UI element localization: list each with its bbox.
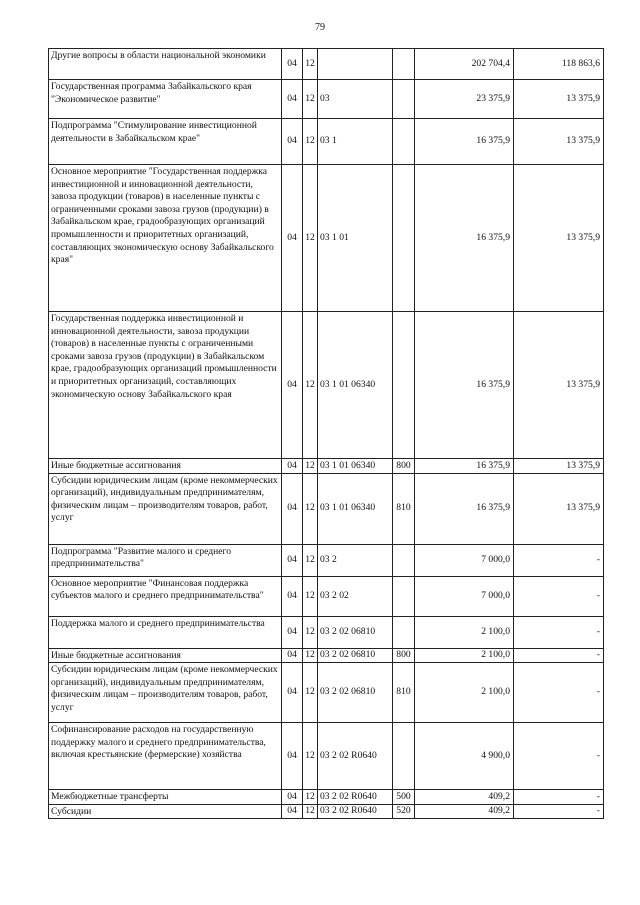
row-section: 04 [282,663,303,723]
row-expense-type [393,165,415,312]
row-subsection: 12 [303,544,318,576]
table-row [49,663,604,723]
row-name: Субсидии юридическим лицам (кроме некоммерческих организаций), индивидуальным предпринимателям, физическим лицам – производителям товаров, работ, услуг [49,663,282,723]
row-subsection: 12 [303,616,318,648]
row-amount-2: - [514,576,604,616]
table-row [49,165,604,312]
row-expense-type [393,119,415,165]
row-name: Иные бюджетные ассигнования [49,459,282,474]
row-expense-type [393,49,415,80]
row-amount-2: - [514,790,604,805]
row-amount-2: - [514,544,604,576]
row-amount-2: 13 375,9 [514,473,604,544]
row-amount-2: 13 375,9 [514,80,604,119]
row-subsection: 12 [303,473,318,544]
row-amount-2: - [514,648,604,663]
table-row [49,790,604,805]
row-subsection: 12 [303,663,318,723]
row-subsection: 12 [303,790,318,805]
row-name: Основное мероприятие "Финансовая поддержка субъектов малого и среднего предпринимательства" [49,576,282,616]
row-amount-1: 16 375,9 [415,459,514,474]
row-amount-1: 2 100,0 [415,663,514,723]
row-amount-1: 16 375,9 [415,165,514,312]
row-name: Основное мероприятие "Государственная поддержка инвестиционной и инновационной деятельности, завоза продукции (товаров) в населенные пункты с ограниченными сроками завоза грузов (продукции) в Забайкальском крае, градообразующих организаций промышленности и приоритетных организаций, составляющих экономическую основу Забайкальского края" [49,165,282,312]
row-amount-2: - [514,616,604,648]
row-amount-1: 16 375,9 [415,119,514,165]
row-expense-type: 520 [393,804,415,819]
row-amount-2: - [514,723,604,790]
row-amount-1: 7 000,0 [415,576,514,616]
row-expense-type [393,723,415,790]
row-subsection: 12 [303,459,318,474]
row-expense-type [393,576,415,616]
table-row [49,804,604,819]
row-amount-2: 13 375,9 [514,312,604,459]
row-subsection: 12 [303,165,318,312]
row-section: 04 [282,790,303,805]
table-row [49,723,604,790]
row-expense-type [393,80,415,119]
row-section: 04 [282,804,303,819]
row-subsection: 12 [303,723,318,790]
row-name: Софинансирование расходов на государственную поддержку малого и среднего предпринимательства, включая крестьянские (фермерские) хозяйства [49,723,282,790]
row-target-code: 03 1 01 06340 [318,473,393,544]
row-subsection: 12 [303,312,318,459]
row-amount-2: 118 863,6 [514,49,604,80]
table-row [49,119,604,165]
row-name: Государственная программа Забайкальского края "Экономическое развитие" [49,80,282,119]
table-row [49,80,604,119]
row-name: Субсидии юридическим лицам (кроме некоммерческих организаций), индивидуальным предпринимателям, физическим лицам – производителям товаров, работ, услуг [49,473,282,544]
row-section: 04 [282,165,303,312]
row-section: 04 [282,459,303,474]
row-name: Межбюджетные трансферты [49,790,282,805]
row-target-code: 03 2 02 06810 [318,663,393,723]
table-row [49,616,604,648]
row-subsection: 12 [303,49,318,80]
row-expense-type: 500 [393,790,415,805]
row-section: 04 [282,119,303,165]
budget-table [48,48,604,819]
table-row [49,648,604,663]
row-target-code: 03 2 02 R0640 [318,723,393,790]
table-row [49,49,604,80]
row-target-code: 03 1 01 06340 [318,312,393,459]
row-subsection: 12 [303,804,318,819]
row-amount-1: 23 375,9 [415,80,514,119]
row-amount-1: 4 900,0 [415,723,514,790]
table-row [49,544,604,576]
row-name: Субсидии [49,804,282,819]
table-row [49,459,604,474]
row-amount-1: 409,2 [415,804,514,819]
row-name: Подпрограмма "Стимулирование инвестиционной деятельности в Забайкальском крае" [49,119,282,165]
row-target-code: 03 2 [318,544,393,576]
row-expense-type: 800 [393,459,415,474]
row-amount-2: 13 375,9 [514,165,604,312]
row-target-code: 03 2 02 R0640 [318,790,393,805]
row-section: 04 [282,473,303,544]
row-section: 04 [282,49,303,80]
table-row [49,576,604,616]
row-subsection: 12 [303,648,318,663]
row-section: 04 [282,616,303,648]
row-amount-2: 13 375,9 [514,459,604,474]
row-section: 04 [282,544,303,576]
row-target-code: 03 2 02 06810 [318,648,393,663]
row-amount-1: 7 000,0 [415,544,514,576]
row-expense-type [393,544,415,576]
row-section: 04 [282,648,303,663]
row-section: 04 [282,576,303,616]
row-name: Поддержка малого и среднего предпринимательства [49,616,282,648]
row-amount-1: 16 375,9 [415,312,514,459]
row-amount-2: 13 375,9 [514,119,604,165]
row-subsection: 12 [303,119,318,165]
row-amount-1: 409,2 [415,790,514,805]
row-amount-2: - [514,804,604,819]
row-target-code: 03 1 01 [318,165,393,312]
row-expense-type: 810 [393,663,415,723]
row-expense-type: 800 [393,648,415,663]
row-target-code: 03 1 [318,119,393,165]
row-amount-1: 2 100,0 [415,616,514,648]
table-row [49,473,604,544]
row-name: Другие вопросы в области национальной экономики [49,49,282,80]
row-subsection: 12 [303,576,318,616]
row-target-code: 03 2 02 [318,576,393,616]
row-name: Иные бюджетные ассигнования [49,648,282,663]
row-name: Государственная поддержка инвестиционной и инновационной деятельности, завоза продукции (товаров) в населенные пункты с ограниченными сроками завоза грузов (продукции) в Забайкальском крае, градообразующих организаций промышленности и приоритетных организаций, составляющих экономическую основу Забайкальского края [49,312,282,459]
page-number: 79 [315,22,325,33]
table-row [49,312,604,459]
row-expense-type: 810 [393,473,415,544]
row-expense-type [393,312,415,459]
row-target-code: 03 2 02 R0640 [318,804,393,819]
row-amount-2: - [514,663,604,723]
row-amount-1: 202 704,4 [415,49,514,80]
row-subsection: 12 [303,80,318,119]
row-target-code: 03 [318,80,393,119]
row-name: Подпрограмма "Развитие малого и среднего предпринимательства" [49,544,282,576]
row-target-code [318,49,393,80]
row-target-code: 03 2 02 06810 [318,616,393,648]
row-amount-1: 16 375,9 [415,473,514,544]
row-section: 04 [282,312,303,459]
row-section: 04 [282,723,303,790]
row-expense-type [393,616,415,648]
row-section: 04 [282,80,303,119]
row-target-code: 03 1 01 06340 [318,459,393,474]
row-amount-1: 2 100,0 [415,648,514,663]
